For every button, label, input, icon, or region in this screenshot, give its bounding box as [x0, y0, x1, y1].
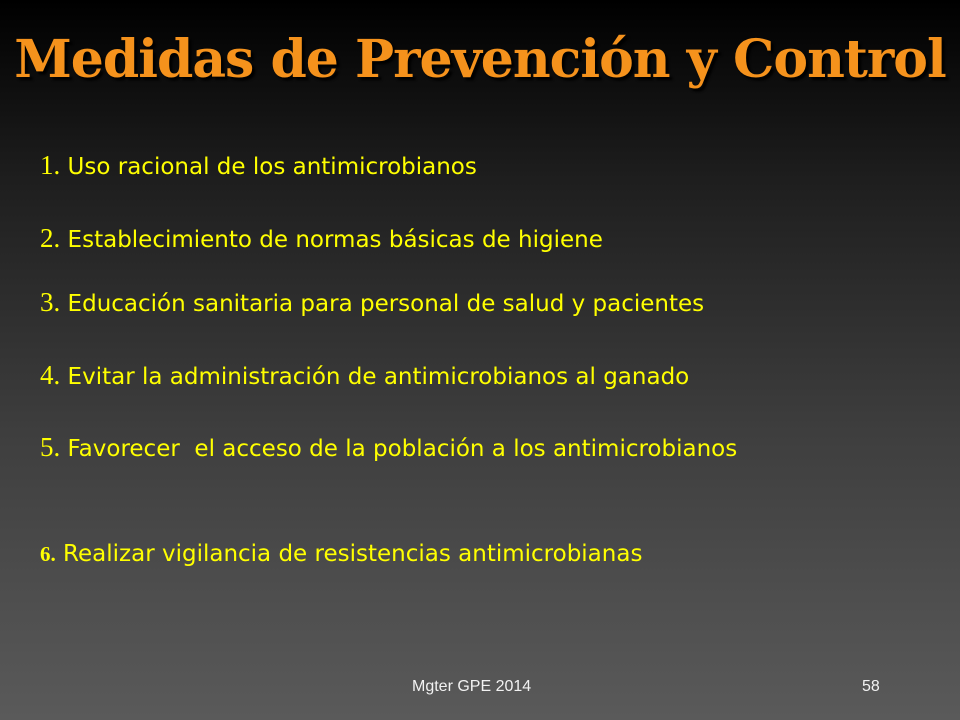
list-item-number: 6. — [40, 542, 56, 566]
list-item-text: Educación sanitaria para personal de salud y pacientes — [60, 291, 705, 317]
list-item — [40, 148, 477, 184]
list-item — [40, 430, 900, 466]
slide-title: Medidas de Prevención y Control — [14, 29, 946, 90]
footer-label: Mgter GPE 2014 — [412, 678, 532, 695]
list-item-number: 1. — [40, 150, 61, 180]
list-item-text: Realizar vigilancia de resistencias antimicrobianas — [55, 541, 643, 567]
list-item-number: 3. — [40, 287, 61, 317]
list-item-number: 5. — [40, 432, 61, 462]
list-item-number: 2. — [40, 223, 61, 253]
list-item-text: Favorecer el acceso de la población a los antimicrobianos — [60, 436, 738, 462]
list-item-text: Uso racional de los antimicrobianos — [60, 154, 477, 180]
list-item — [40, 221, 603, 257]
list-item-text: Evitar la administración de antimicrobianos al ganado — [60, 364, 690, 390]
page-number: 58 — [862, 678, 880, 695]
list-item — [40, 285, 704, 321]
list-item — [40, 358, 689, 394]
list-item — [40, 537, 642, 571]
list-item-text: Establecimiento de normas básicas de higiene — [60, 227, 603, 253]
list-item-number: 4. — [40, 360, 61, 390]
